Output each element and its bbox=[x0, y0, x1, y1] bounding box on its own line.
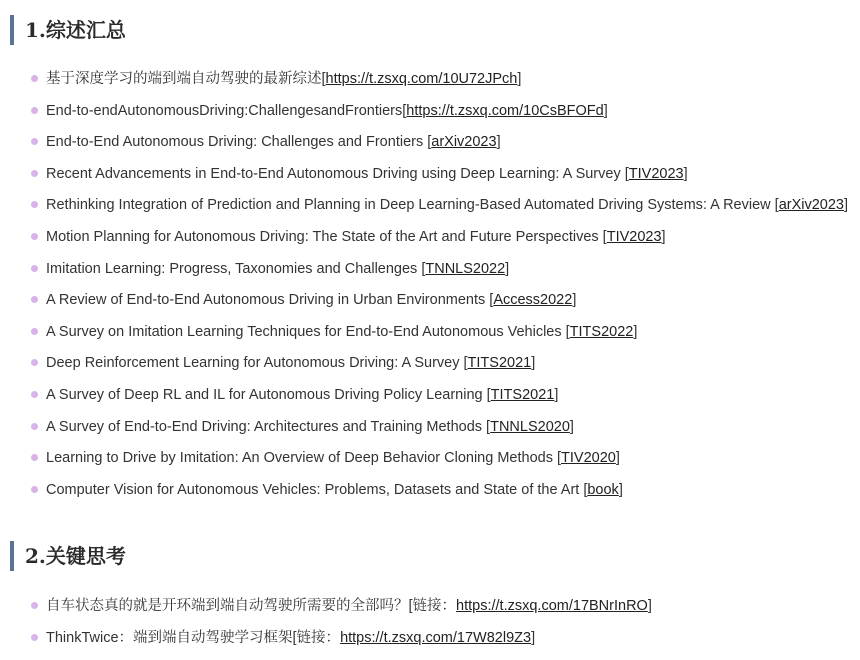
item-link[interactable]: TITS2021 bbox=[467, 355, 532, 372]
list-item bbox=[0, 102, 860, 134]
bullet-icon bbox=[31, 201, 38, 208]
item-link[interactable]: book bbox=[587, 481, 619, 498]
list-item bbox=[0, 70, 860, 102]
survey-list bbox=[0, 70, 860, 512]
item-text: A Survey on Imitation Learning Techniques for End-to-End Autonomous Vehicles [ bbox=[46, 323, 570, 340]
item-close-bracket: ] bbox=[615, 450, 620, 467]
bullet-icon bbox=[31, 486, 38, 493]
item-link[interactable]: TIV2023 bbox=[606, 228, 662, 245]
item-text: Motion Planning for Autonomous Driving: The State of the Art and Future Perspectives [ bbox=[46, 228, 607, 245]
list-item bbox=[0, 228, 860, 260]
list-item bbox=[0, 291, 860, 323]
bullet-icon bbox=[31, 391, 38, 398]
section-heading: 1.综述汇总 bbox=[10, 15, 126, 45]
item-link[interactable]: TNNLS2020 bbox=[490, 418, 570, 435]
list-item bbox=[0, 629, 860, 660]
item-text: End-to-End Autonomous Driving: Challenges and Frontiers [ bbox=[46, 134, 432, 151]
key-thinking-list bbox=[0, 597, 860, 660]
item-text: 基于深度学习的端到端自动驾驶的最新综述[ bbox=[46, 71, 326, 87]
item-link[interactable]: https://t.zsxq.com/17W82l9Z3 bbox=[340, 629, 532, 646]
item-close-bracket: ] bbox=[661, 228, 666, 245]
item-link[interactable]: TITS2022 bbox=[569, 323, 634, 340]
bullet-icon bbox=[31, 454, 38, 461]
item-close-bracket: ] bbox=[505, 260, 510, 277]
item-text: Imitation Learning: Progress, Taxonomies and Challenges [ bbox=[46, 260, 426, 277]
item-close-bracket: ] bbox=[554, 386, 559, 403]
list-item bbox=[0, 196, 860, 228]
item-text: ThinkTwice：端到端自动驾驶学习框架[链接： bbox=[46, 629, 341, 646]
list-item bbox=[0, 354, 860, 386]
list-item bbox=[0, 323, 860, 355]
list-item bbox=[0, 165, 860, 197]
bullet-icon bbox=[31, 107, 38, 114]
item-close-bracket: ] bbox=[843, 197, 849, 214]
list-item bbox=[0, 260, 860, 292]
item-link[interactable]: TIV2020 bbox=[561, 450, 616, 467]
list-item bbox=[0, 481, 860, 513]
item-text: End-to-endAutonomousDriving:ChallengesandFrontiers[ bbox=[46, 102, 407, 119]
item-text: Rethinking Integration of Prediction and Planning in Deep Learning-Based Automated Driving Systems: A Review [ bbox=[46, 197, 779, 214]
bullet-icon bbox=[31, 296, 38, 303]
list-item bbox=[0, 418, 860, 450]
item-link[interactable]: arXiv2023 bbox=[431, 134, 497, 151]
bullet-icon bbox=[31, 359, 38, 366]
item-close-bracket: ] bbox=[531, 629, 536, 646]
bullet-icon bbox=[31, 328, 38, 335]
item-link[interactable]: TITS2021 bbox=[490, 386, 555, 403]
item-close-bracket: ] bbox=[618, 481, 623, 498]
list-item bbox=[0, 133, 860, 165]
item-link[interactable]: https://t.zsxq.com/10CsBFOFd bbox=[406, 102, 604, 119]
item-text: Deep Reinforcement Learning for Autonomous Driving: A Survey [ bbox=[46, 355, 468, 372]
item-text: A Review of End-to-End Autonomous Driving in Urban Environments [ bbox=[46, 292, 494, 309]
item-link[interactable]: https://t.zsxq.com/17BNrInRO bbox=[456, 598, 648, 614]
item-close-bracket: ] bbox=[603, 102, 608, 119]
item-text: A Survey of End-to-End Driving: Architectures and Training Methods [ bbox=[46, 418, 491, 435]
bullet-icon bbox=[31, 423, 38, 430]
item-text: 自车状态真的就是开环端到端自动驾驶所需要的全部吗？[链接： bbox=[46, 598, 457, 614]
item-link[interactable]: https://t.zsxq.com/10U72JPch bbox=[325, 71, 518, 87]
list-item bbox=[0, 386, 860, 418]
item-close-bracket: ] bbox=[496, 134, 501, 151]
item-close-bracket: ] bbox=[517, 71, 522, 87]
bullet-icon bbox=[31, 634, 38, 641]
item-link[interactable]: arXiv2023 bbox=[778, 197, 844, 214]
item-link[interactable]: Access2022 bbox=[493, 292, 573, 309]
item-text: Computer Vision for Autonomous Vehicles: Problems, Datasets and State of the Art [ bbox=[46, 481, 588, 498]
item-close-bracket: ] bbox=[647, 598, 652, 614]
item-link[interactable]: TNNLS2022 bbox=[425, 260, 506, 277]
item-link[interactable]: TIV2023 bbox=[628, 165, 684, 182]
item-text: Recent Advancements in End-to-End Autonomous Driving using Deep Learning: A Survey [ bbox=[46, 165, 629, 182]
item-close-bracket: ] bbox=[683, 165, 688, 182]
item-close-bracket: ] bbox=[633, 323, 638, 340]
list-item bbox=[0, 449, 860, 481]
bullet-icon bbox=[31, 138, 38, 145]
item-close-bracket: ] bbox=[531, 355, 536, 372]
bullet-icon bbox=[31, 75, 38, 82]
bullet-icon bbox=[31, 170, 38, 177]
item-text: A Survey of Deep RL and IL for Autonomous Driving Policy Learning [ bbox=[46, 386, 491, 403]
section-heading: 2.关键思考 bbox=[10, 541, 126, 571]
item-close-bracket: ] bbox=[569, 418, 574, 435]
list-item bbox=[0, 597, 860, 629]
item-close-bracket: ] bbox=[572, 292, 577, 309]
bullet-icon bbox=[31, 233, 38, 240]
bullet-icon bbox=[31, 265, 38, 272]
bullet-icon bbox=[31, 602, 38, 609]
item-text: Learning to Drive by Imitation: An Overview of Deep Behavior Cloning Methods [ bbox=[46, 450, 562, 467]
